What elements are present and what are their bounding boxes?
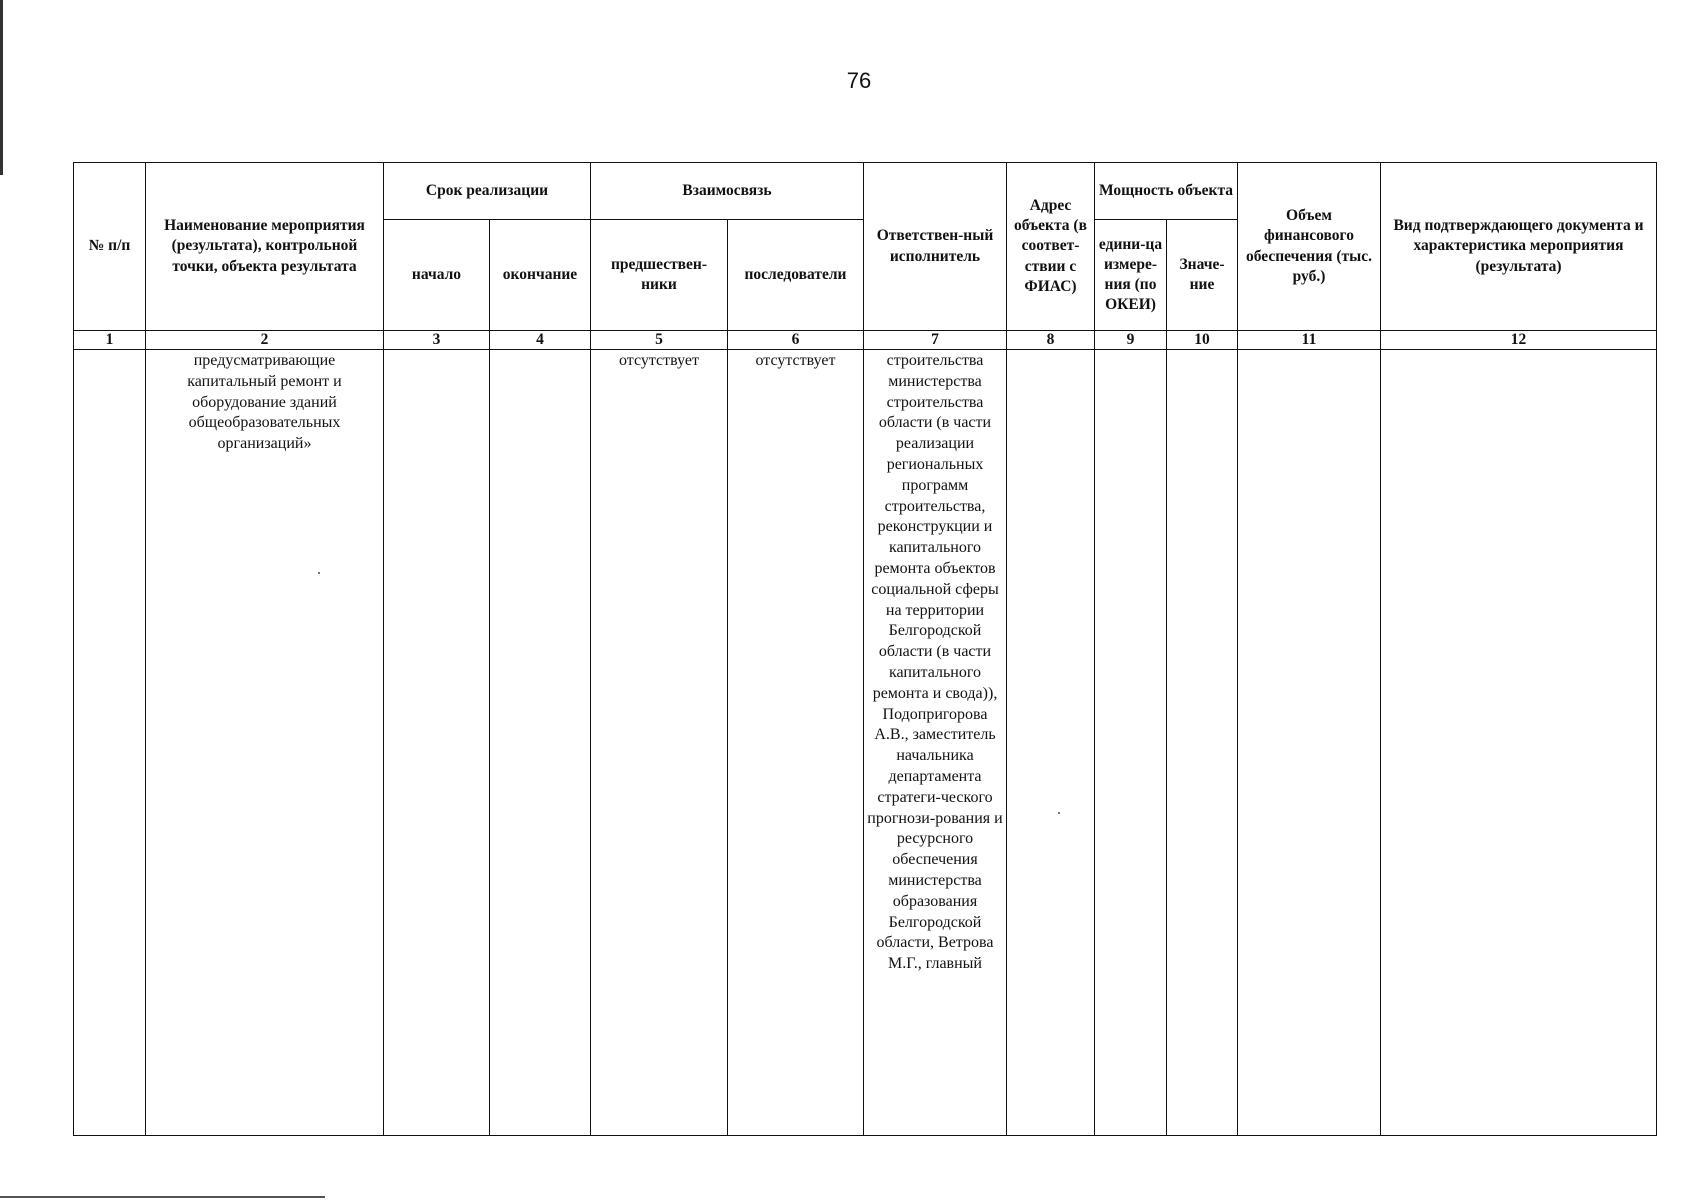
scan-speck	[1058, 812, 1060, 814]
cell-unit	[1095, 350, 1167, 1136]
header-capacity-value: Значе-ние	[1167, 220, 1238, 331]
responsible-text: строительства министерства строительства области (в части реализации региональных программ строительства, реконструкции и капитального ремонта объектов социальной сферы на территории Белгородской области (в части капитального ремонта и свода)), Подопригорова А.В., заместитель начальника департамента стратеги-ческого прогнози-рования и ресурсного обеспечения министерства образования Белгородской области, Ветрова М.Г., главный	[867, 352, 1003, 973]
header-num: № п/п	[74, 163, 146, 331]
header-capacity-unit: едини-ца измере-ния (по ОКЕИ)	[1095, 220, 1167, 331]
cell-start	[384, 350, 490, 1136]
header-link-pred: предшествен-ники	[591, 220, 728, 331]
column-number: 1	[74, 331, 146, 350]
column-number: 2	[146, 331, 384, 350]
column-number: 9	[1095, 331, 1167, 350]
column-number: 3	[384, 331, 490, 350]
scan-speck	[318, 572, 320, 574]
header-row-1	[74, 163, 1657, 220]
cell-address	[1007, 350, 1095, 1136]
header-term-group: Срок реализации	[384, 163, 591, 220]
header-link-succ: последователи	[728, 220, 864, 331]
header-link-group: Взаимосвязь	[591, 163, 864, 220]
header-finance: Объем финансового обеспечения (тыс. руб.)	[1238, 163, 1381, 331]
cell-value	[1167, 350, 1238, 1136]
cell-document	[1381, 350, 1657, 1136]
page-number: 76	[846, 68, 872, 93]
column-number: 6	[728, 331, 864, 350]
cell-finance	[1238, 350, 1381, 1136]
column-number: 8	[1007, 331, 1095, 350]
cell-successors: отсутствует	[728, 350, 864, 1136]
header-address: Адрес объекта (в соответ-ствии с ФИАС)	[1007, 163, 1095, 331]
header-name: Наименование мероприятия (результата), контрольной точки, объекта результата	[146, 163, 384, 331]
column-number: 4	[490, 331, 591, 350]
cell-responsible	[864, 350, 1007, 1136]
bottom-margin-line	[0, 1196, 325, 1198]
header-term-end: окончание	[490, 220, 591, 331]
table-row	[74, 350, 1657, 1136]
column-number: 12	[1381, 331, 1657, 350]
column-number: 10	[1167, 331, 1238, 350]
column-number-row	[74, 331, 1657, 350]
cell-name: предусматривающие капитальный ремонт и оборудование зданий общеобразовательных организаций»	[146, 350, 384, 1136]
header-document: Вид подтверждающего документа и характеристика мероприятия (результата)	[1381, 163, 1657, 331]
column-number: 7	[864, 331, 1007, 350]
column-number: 5	[591, 331, 728, 350]
cell-num	[74, 350, 146, 1136]
cell-end	[490, 350, 591, 1136]
plan-table	[73, 162, 1657, 1136]
header-capacity-group: Мощность объекта	[1095, 163, 1238, 220]
header-term-start: начало	[384, 220, 490, 331]
column-number: 11	[1238, 331, 1381, 350]
cell-predecessors: отсутствует	[591, 350, 728, 1136]
header-responsible: Ответствен-ный исполнитель	[864, 163, 1007, 331]
